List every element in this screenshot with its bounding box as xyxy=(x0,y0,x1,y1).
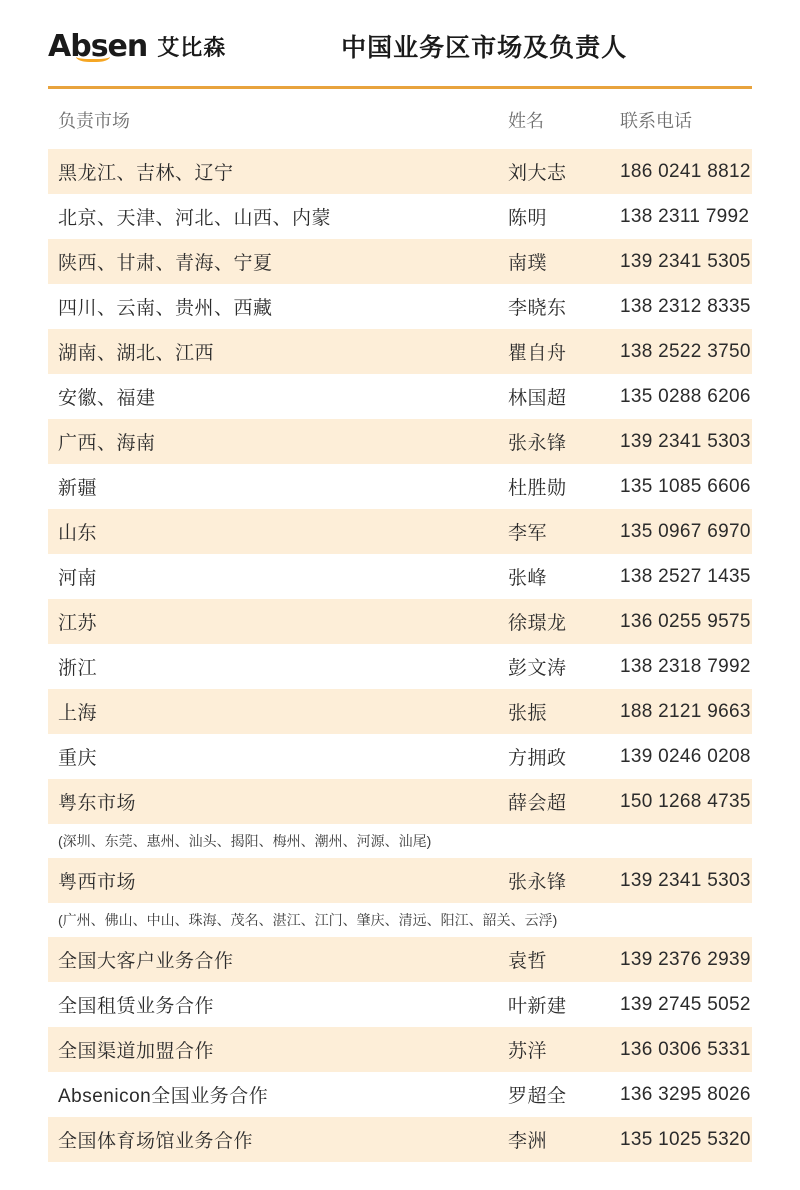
cell-market: 全国租赁业务合作 xyxy=(58,996,215,1017)
table-note-row xyxy=(48,903,752,937)
table-row xyxy=(48,689,752,734)
cell-market: 山东 xyxy=(48,509,498,554)
cell-phone[interactable]: 135 1025 5320 xyxy=(610,1117,752,1162)
logo-wordmark-text: Absen xyxy=(48,28,148,64)
cell-phone[interactable]: 139 2341 5303 xyxy=(610,858,752,903)
note-text: (广州、佛山、中山、珠海、茂名、湛江、江门、肇庆、清远、阳江、韶关、云浮) xyxy=(58,912,558,928)
table-row xyxy=(48,509,752,554)
cell-name: 苏洋 xyxy=(498,1027,610,1072)
cell-market: 广西、海南 xyxy=(48,419,498,464)
table-head xyxy=(48,89,752,149)
table-row xyxy=(48,779,752,824)
table-header-row xyxy=(48,89,752,149)
cell-phone[interactable]: 139 2341 5305 xyxy=(610,239,752,284)
table-row xyxy=(48,1027,752,1072)
cell-market: 全国体育场馆业务合作 xyxy=(48,1117,498,1162)
table-row xyxy=(48,937,752,982)
logo-swoosh-icon xyxy=(76,49,110,62)
logo-wordmark xyxy=(48,29,147,64)
document-header xyxy=(48,0,752,86)
cell-name: 陈明 xyxy=(508,208,548,229)
cell-phone[interactable]: 138 2527 1435 xyxy=(620,565,751,587)
cell-market: 粤东市场 xyxy=(48,779,498,824)
cell-market: 北京、天津、河北、山西、内蒙 xyxy=(58,208,332,229)
cell-name: 罗超全 xyxy=(508,1086,567,1107)
note-text: (深圳、东莞、惠州、汕头、揭阳、梅州、潮州、河源、汕尾) xyxy=(58,833,432,849)
absen-logo xyxy=(48,29,226,64)
table-row xyxy=(48,464,752,509)
logo-chinese-name: 艾比森 xyxy=(157,34,227,60)
cell-name: 彭文涛 xyxy=(508,658,567,679)
cell-market: 河南 xyxy=(58,568,98,589)
cell-market: 陕西、甘肃、青海、宁夏 xyxy=(48,239,498,284)
table-row xyxy=(48,374,752,419)
table-row xyxy=(48,599,752,644)
cell-market: 四川、云南、贵州、西藏 xyxy=(58,298,273,319)
cell-market: 浙江 xyxy=(58,658,98,679)
cell-market: 上海 xyxy=(48,689,498,734)
cell-phone[interactable]: 139 2745 5052 xyxy=(620,993,751,1015)
cell-market: Absenicon全国业务合作 xyxy=(58,1086,269,1107)
cell-market: 安徽、福建 xyxy=(58,388,156,409)
table-row xyxy=(48,284,752,329)
cell-phone[interactable]: 136 0306 5331 xyxy=(610,1027,752,1072)
cell-phone[interactable]: 150 1268 4735 xyxy=(610,779,752,824)
cell-name: 张振 xyxy=(498,689,610,734)
cell-phone[interactable]: 139 2341 5303 xyxy=(610,419,752,464)
cell-market: 湖南、湖北、江西 xyxy=(48,329,498,374)
cell-phone[interactable]: 139 2376 2939 xyxy=(610,937,752,982)
table-row xyxy=(48,982,752,1027)
cell-name: 张峰 xyxy=(508,568,548,589)
table-row xyxy=(48,554,752,599)
table-row xyxy=(48,644,752,689)
table-row xyxy=(48,419,752,464)
cell-name: 徐璟龙 xyxy=(498,599,610,644)
cell-name: 李洲 xyxy=(498,1117,610,1162)
cell-name: 瞿自舟 xyxy=(498,329,610,374)
cell-name: 薛会超 xyxy=(498,779,610,824)
cell-phone[interactable]: 138 2522 3750 xyxy=(610,329,752,374)
cell-market: 江苏 xyxy=(48,599,498,644)
column-header-name: 姓名 xyxy=(508,111,544,131)
table-row xyxy=(48,858,752,903)
cell-phone[interactable]: 138 2311 7992 xyxy=(620,205,750,227)
cell-phone[interactable]: 135 1085 6606 xyxy=(620,475,751,497)
cell-market: 重庆 xyxy=(58,748,98,769)
table-note-row xyxy=(48,824,752,858)
cell-name: 袁哲 xyxy=(498,937,610,982)
table-row xyxy=(48,239,752,284)
table-row xyxy=(48,1072,752,1117)
cell-market: 黑龙江、吉林、辽宁 xyxy=(48,149,498,194)
cell-name: 林国超 xyxy=(508,388,567,409)
cell-phone[interactable]: 188 2121 9663 xyxy=(610,689,752,734)
cell-market: 新疆 xyxy=(58,478,98,499)
cell-phone[interactable]: 138 2318 7992 xyxy=(620,655,751,677)
cell-name: 叶新建 xyxy=(508,996,567,1017)
cell-name: 李晓东 xyxy=(508,298,567,319)
table-row xyxy=(48,1117,752,1162)
cell-market: 全国渠道加盟合作 xyxy=(48,1027,498,1072)
cell-name: 方拥政 xyxy=(508,748,567,769)
cell-name: 张永锋 xyxy=(498,858,610,903)
table-row xyxy=(48,149,752,194)
cell-name: 杜胜勋 xyxy=(508,478,567,499)
cell-market: 粤西市场 xyxy=(48,858,498,903)
cell-market: 全国大客户业务合作 xyxy=(48,937,498,982)
column-header-market: 负责市场 xyxy=(58,111,130,131)
cell-phone[interactable]: 186 0241 8812 xyxy=(610,149,752,194)
table-row xyxy=(48,734,752,779)
cell-phone[interactable]: 136 0255 9575 xyxy=(610,599,752,644)
cell-name: 南璞 xyxy=(498,239,610,284)
table-row xyxy=(48,194,752,239)
cell-phone[interactable]: 136 3295 8026 xyxy=(620,1083,751,1105)
cell-name: 刘大志 xyxy=(498,149,610,194)
table-body xyxy=(48,149,752,1162)
contacts-table xyxy=(48,89,752,1162)
cell-phone[interactable]: 135 0288 6206 xyxy=(620,385,751,407)
column-header-phone: 联系电话 xyxy=(620,111,692,131)
cell-phone[interactable]: 138 2312 8335 xyxy=(620,295,751,317)
cell-name: 张永锋 xyxy=(498,419,610,464)
cell-phone[interactable]: 139 0246 0208 xyxy=(620,745,751,767)
table-row xyxy=(48,329,752,374)
page-title: 中国业务区市场及负责人 xyxy=(341,34,628,62)
cell-name: 李军 xyxy=(498,509,610,554)
cell-phone[interactable]: 135 0967 6970 xyxy=(610,509,752,554)
